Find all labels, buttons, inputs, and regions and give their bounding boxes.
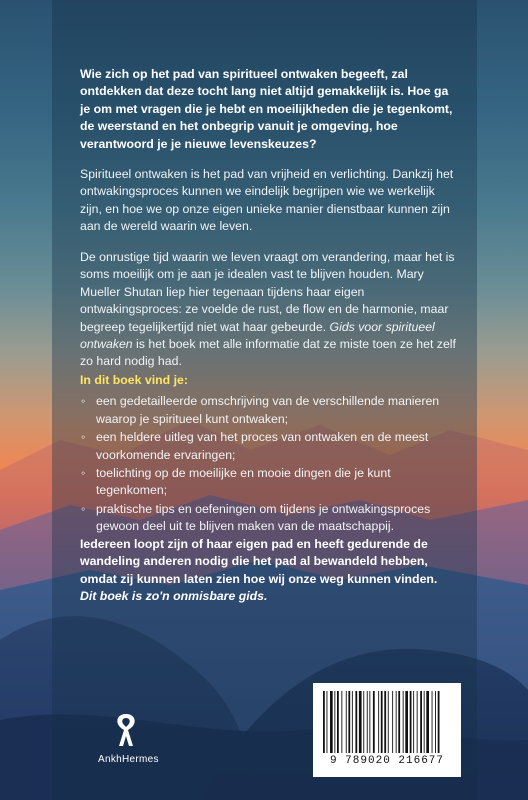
barcode-bar — [334, 691, 335, 753]
barcode-bar — [341, 691, 342, 753]
paragraph-2-text: Spiritueel ontwaken is het pad van vrijheid en verlichting. Dankzij het ontwakingsproces kunnen we eindelijk begrijpen wie we werkelijk zijn, en hoe we op onze eigen unieke manier dienstbaar kunnen zijn aan de wereld waarin we leven. — [80, 167, 454, 234]
barcode-bar — [432, 691, 433, 753]
barcode-bars — [321, 691, 453, 753]
publisher-name: AnkhHermes — [98, 754, 159, 765]
bullet-icon: ◦ — [81, 466, 86, 481]
closing-text — [80, 536, 456, 606]
book-title-italic: Gids voor spiritueel ontwaken — [80, 319, 435, 352]
barcode-bar — [420, 691, 422, 753]
barcode-bar — [435, 691, 436, 753]
publisher-logo — [98, 712, 159, 765]
barcode-bar — [417, 691, 418, 753]
barcode-bar — [330, 691, 333, 753]
list-item-text: praktische tips en oefeningen om tijdens je ontwakingsproces gewoon deel uit te blijven maken van de maatschappij. — [96, 501, 431, 534]
barcode-bar — [398, 691, 400, 753]
barcode-bar — [373, 691, 375, 753]
ankh-ribbon-icon — [111, 712, 141, 748]
barcode-bar — [323, 691, 325, 753]
barcode-bar — [410, 691, 412, 753]
barcode-bar — [426, 691, 429, 753]
barcode-bar — [392, 691, 393, 753]
list-item-text: een heldere uitleg van het proces van ontwaken en de meest voorkomende ervaringen; — [96, 430, 429, 462]
barcode-bar — [405, 691, 408, 753]
barcode-bar — [424, 691, 425, 753]
barcode-bar — [369, 691, 370, 753]
barcode-bar — [337, 691, 339, 753]
barcode-bar — [384, 691, 386, 753]
barcode-bar — [352, 691, 353, 753]
barcode-bar — [381, 691, 383, 753]
barcode-bar — [367, 691, 368, 753]
bullet-icon: ◦ — [81, 394, 86, 409]
list-item-text: een gedetailleerde omschrijving van de verschillende manieren waarop je spiritueel kunt ontwaken; — [96, 394, 440, 426]
barcode-bar — [346, 691, 347, 753]
bullet-icon: ◦ — [81, 430, 86, 445]
bullet-icon: ◦ — [81, 501, 86, 516]
paragraph-3-text — [80, 249, 456, 371]
barcode-bar — [355, 691, 357, 753]
barcode-bar — [396, 691, 397, 753]
isbn-number: 9 789020 216677 — [329, 755, 445, 767]
paragraph-3-rest: is het boek met alle informatie dat ze miste toen ze het zelf zo hard nodig had. — [80, 337, 456, 369]
feature-list — [80, 372, 456, 537]
intro-paragraph — [80, 66, 456, 153]
feature-items — [80, 393, 456, 535]
barcode-bar — [378, 691, 379, 753]
list-item — [80, 465, 456, 500]
closing-body: Iedereen loopt zijn of haar eigen pad en heeft gedurende de wandeling anderen nodig die het pad al bewandeld hebben, omdat zij kunnen laten zien hoe wij onze weg kunnen vinden. — [80, 537, 438, 586]
list-item — [80, 501, 456, 536]
barcode-bar — [403, 691, 404, 753]
paragraph-3-body: De onrustige tijd waarin we leven vraagt om verandering, maar het is soms moeilijk om je aan je idealen vast te blijven houden. Mary Mueller Shutan liep hier tegenaan tijdens haar eigen ontwakingsproces: ze voelde de rust, de flow en de harmonie, maar begreep tegelijkertijd niet wat haar gebeurde. — [80, 250, 455, 334]
list-item — [80, 429, 456, 464]
isbn-barcode — [313, 683, 461, 777]
paragraph-3 — [80, 249, 456, 371]
barcode-bar — [363, 691, 364, 753]
barcode-bar — [327, 691, 328, 753]
barcode-bar — [359, 691, 362, 753]
feature-list-heading: In dit boek vind je: — [80, 373, 188, 387]
barcode-bar — [388, 691, 389, 753]
barcode-bar — [438, 691, 440, 753]
list-item-text: toelichting op de moeilijke en mooie dingen die je kunt tegenkomen; — [96, 466, 391, 498]
barcode-bar — [413, 691, 414, 753]
intro-text: Wie zich op het pad van spiritueel ontwaken begeeft, zal ontdekken dat deze tocht lang niet altijd gemakkelijk is. Hoe ga je om met vragen die je hebt en moeilijkheden die je tegenkomt, de weerstand en het onbegrip vanuit je omgeving, hoe verantwoord je je nieuwe levenskeuzes? — [80, 67, 453, 151]
barcode-bar — [348, 691, 350, 753]
paragraph-2 — [80, 166, 456, 236]
closing-italic: Dit boek is zo'n onmisbare gids. — [80, 589, 268, 604]
list-item — [80, 393, 456, 428]
closing-paragraph — [80, 536, 456, 606]
